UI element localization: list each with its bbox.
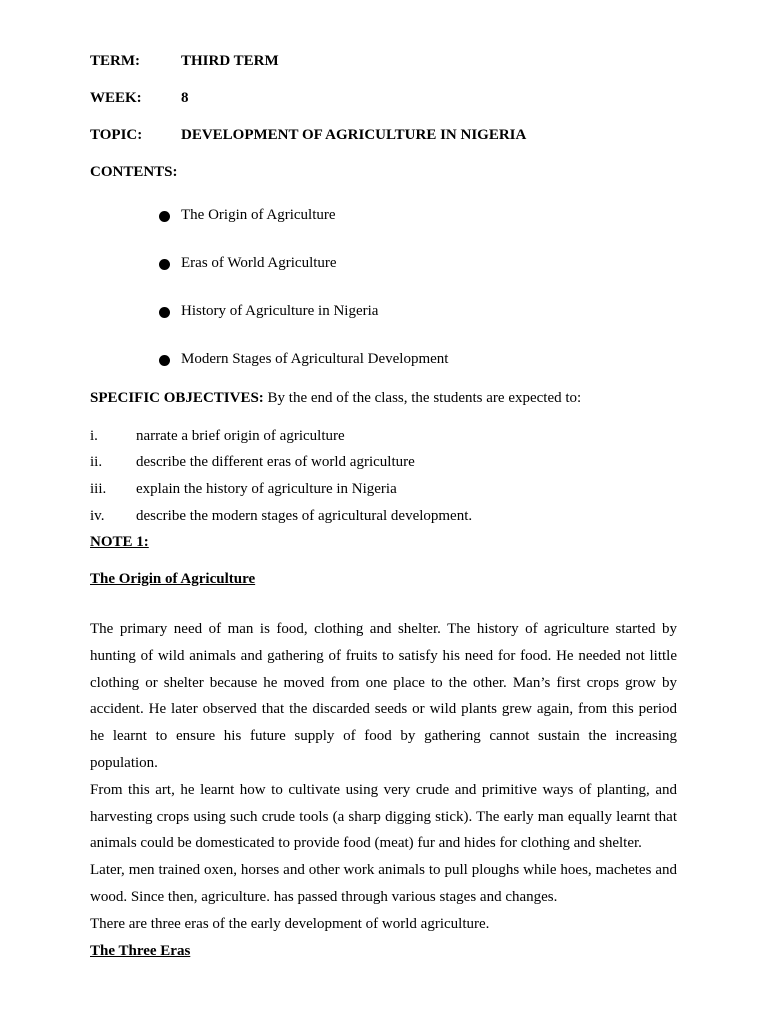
objective-text: describe the different eras of world agriculture xyxy=(136,454,415,470)
section-title: The Origin of Agriculture xyxy=(90,571,256,587)
contents-item: History of Agriculture in Nigeria xyxy=(181,303,379,319)
topic-label: TOPIC: xyxy=(90,127,143,143)
paragraph: From this art, he learnt how to cultivate using very crude and primitive ways of planting, and harvesting crops using such crude tools (a sharp digging stick). The early man equally learnt that animals could be domesticated to provide food (meat) fur and hides for clothing and shelter. xyxy=(90,781,677,852)
objective-numeral: iv. xyxy=(90,508,105,524)
bullet-icon xyxy=(159,355,170,366)
term-value: THIRD TERM xyxy=(181,53,279,69)
objective-text: narrate a brief origin of agriculture xyxy=(136,428,345,444)
bullet-icon xyxy=(159,307,170,318)
bullet-icon xyxy=(159,211,170,222)
objectives-intro: By the end of the class, the students are expected to: xyxy=(267,390,582,406)
paragraph: The primary need of man is food, clothing and shelter. The history of agriculture started by hunting of wild animals and gathering of fruits to satisfy his need for food. He needed not little clothing or shelter because he moved from one place to the other. Man’s first crops grow by accident. He later observed that the discarded seeds or wild plants grew again, from this period he learnt to ensure his future supply of food by gathering cannot sustain the increasing population. xyxy=(90,621,677,771)
contents-item: Modern Stages of Agricultural Development xyxy=(181,351,449,367)
paragraph: There are three eras of the early development of world agriculture. xyxy=(90,915,490,932)
objective-text: explain the history of agriculture in Nigeria xyxy=(136,481,397,497)
bullet-icon xyxy=(159,259,170,270)
week-label: WEEK: xyxy=(90,90,142,106)
term-label: TERM: xyxy=(90,53,140,69)
contents-item: The Origin of Agriculture xyxy=(181,207,336,223)
objectives-line xyxy=(90,389,581,407)
contents-item: Eras of World Agriculture xyxy=(181,255,337,271)
objective-text: describe the modern stages of agricultural development. xyxy=(136,508,473,524)
objective-numeral: i. xyxy=(90,428,98,444)
contents-label: CONTENTS: xyxy=(90,164,178,180)
note-body xyxy=(90,616,677,964)
week-value: 8 xyxy=(181,90,189,106)
objective-numeral: ii. xyxy=(90,454,103,470)
note-heading: NOTE 1: xyxy=(90,534,149,550)
next-section-heading: The Three Eras xyxy=(90,942,191,959)
paragraph: Later, men trained oxen, horses and other work animals to pull ploughs while hoes, machetes and wood. Since then, agriculture. has passed through various stages and changes. xyxy=(90,862,677,905)
objectives-label: SPECIFIC OBJECTIVES: xyxy=(90,390,264,406)
topic-value: DEVELOPMENT OF AGRICULTURE IN NIGERIA xyxy=(181,127,527,143)
objective-numeral: iii. xyxy=(90,481,107,497)
